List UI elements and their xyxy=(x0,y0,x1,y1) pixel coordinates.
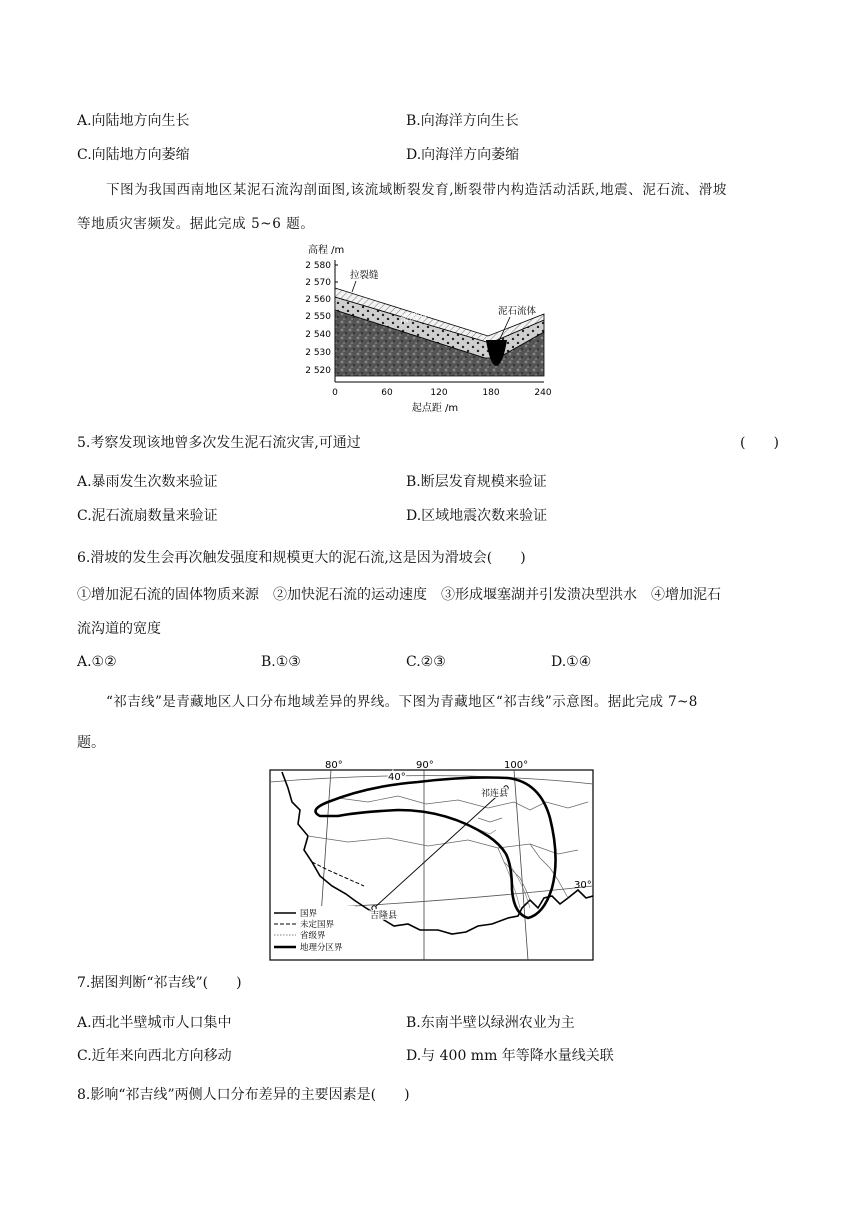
qilian-county-label: 祁连县 xyxy=(481,789,509,799)
debris-flow-cross-section-figure xyxy=(300,240,560,420)
y-axis-label: 高程 /m xyxy=(308,245,345,256)
q4-option-b: B.向海洋方向生长 xyxy=(406,113,519,129)
x-axis-label: 起点距 /m xyxy=(411,403,459,414)
q6-option-d: D.①④ xyxy=(551,654,592,670)
y-tick: 2 540 xyxy=(305,330,331,340)
y-tick: 2 580 xyxy=(305,261,331,271)
lat-30-label: 30° xyxy=(574,880,592,891)
lon-80-label: 80° xyxy=(325,760,343,771)
q5-stem: 5.考察发现该地曾多次发生泥石流灾害,可通过 xyxy=(77,435,361,451)
lon-100-label: 100° xyxy=(504,760,529,771)
y-tick: 2 560 xyxy=(305,295,331,305)
qiji-line-map-figure xyxy=(268,758,596,962)
q8-stem: 8.影响“祁吉线”两侧人口分布差异的主要因素是( ) xyxy=(77,1087,410,1103)
legend-provincial-border: 省级界 xyxy=(300,931,326,941)
lat-40-label: 40° xyxy=(388,772,406,783)
q7-option-b: B.东南半壁以绿洲农业为主 xyxy=(406,1015,575,1031)
crack-label: 拉裂缝 xyxy=(350,270,379,281)
q5-option-b: B.断层发育规模来验证 xyxy=(406,474,547,490)
x-tick: 0 xyxy=(332,388,338,398)
lon-90-label: 90° xyxy=(416,760,434,771)
q5-option-c: C.泥石流扇数量来验证 xyxy=(77,508,218,524)
y-tick: 2 550 xyxy=(305,312,331,322)
x-tick: 180 xyxy=(482,388,500,398)
legend-national-border: 国界 xyxy=(300,909,318,919)
q7-option-c: C.近年来向西北方向移动 xyxy=(77,1048,232,1064)
intro-7-8-line2: 题。 xyxy=(77,735,105,751)
q7-stem: 7.据图判断“祁吉线”( ) xyxy=(77,975,242,991)
crack-pointer xyxy=(352,281,356,292)
intro-5-6-line2: 等地质灾害频发。据此完成 5~6 题。 xyxy=(77,216,315,232)
q6-statements-line1: ①增加泥石流的固体物质来源 ②加快泥石流的运动速度 ③形成堰塞湖并引发溃决型洪水 ④增加泥石 xyxy=(77,587,721,603)
y-tick: 2 570 xyxy=(305,278,331,288)
landslide-label: 滑坡体 xyxy=(398,308,430,326)
q6-stem: 6.滑坡的发生会再次触发强度和规模更大的泥石流,这是因为滑坡会( ) xyxy=(77,550,526,566)
q4-option-a: A.向陆地方向生长 xyxy=(77,113,190,129)
debris-flow-label: 泥石流体 xyxy=(498,306,537,317)
x-tick: 120 xyxy=(430,388,448,398)
q4-option-d: D.向海洋方向萎缩 xyxy=(406,147,520,163)
q5-option-d: D.区域地震次数来验证 xyxy=(406,508,548,524)
x-tick: 60 xyxy=(381,388,393,398)
q6-statements-line2: 流沟道的宽度 xyxy=(77,621,161,637)
x-tick: 240 xyxy=(534,388,552,398)
jilong-county-marker xyxy=(372,906,376,910)
q6-option-c: C.②③ xyxy=(406,654,446,670)
q6-option-a: A.①② xyxy=(77,654,117,670)
map-legend xyxy=(271,906,355,959)
q7-option-d: D.与 400 mm 年等降水量线关联 xyxy=(406,1048,614,1064)
legend-geographic-division: 地理分区界 xyxy=(300,943,343,953)
legend-undetermined-border: 未定国界 xyxy=(300,920,335,930)
q5-option-a: A.暴雨发生次数来验证 xyxy=(77,474,218,490)
y-tick: 2 530 xyxy=(305,348,331,358)
jilong-county-label: 吉隆县 xyxy=(370,911,398,921)
intro-7-8-line1: “祁吉线”是青藏地区人口分布地域差异的界线。下图为青藏地区“祁吉线”示意图。据此完成 7~8 xyxy=(106,694,698,710)
intro-5-6-line1: 下图为我国西南地区某泥石流沟剖面图,该流域断裂发育,断裂带内构造活动活跃,地震、泥石流、滑坡 xyxy=(106,182,727,198)
q7-option-a: A.西北半壁城市人口集中 xyxy=(77,1015,232,1031)
q6-option-b: B.①③ xyxy=(261,654,301,670)
q5-answer-bracket: ( ) xyxy=(740,435,779,451)
y-tick: 2 520 xyxy=(305,366,331,376)
q4-option-c: C.向陆地方向萎缩 xyxy=(77,147,190,163)
